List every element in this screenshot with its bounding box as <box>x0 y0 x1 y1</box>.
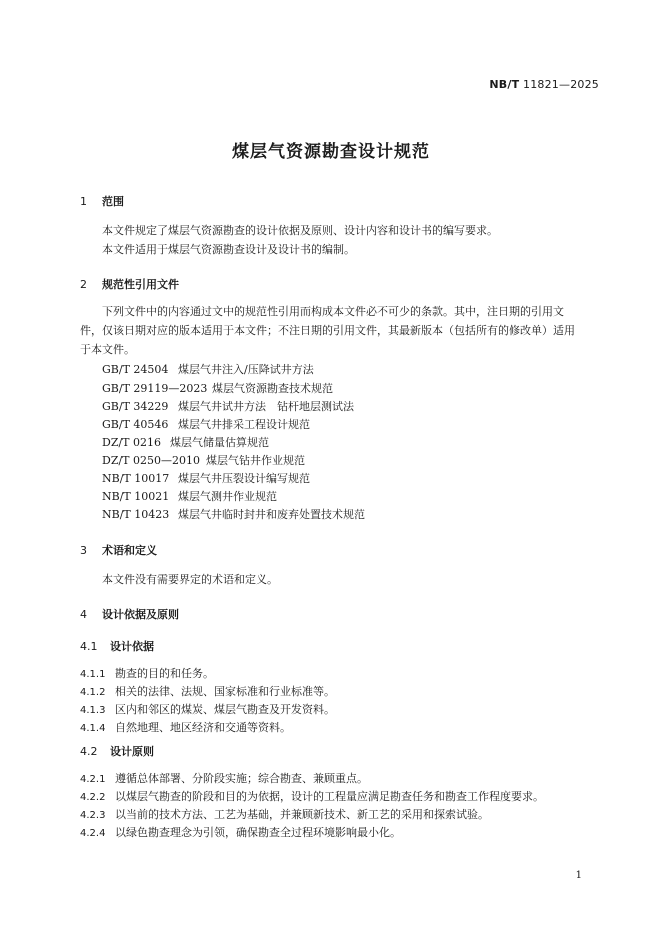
clause-number: 4.1.4 <box>80 723 106 734</box>
section-title: 范围 <box>102 195 124 208</box>
clause-number: 4.1.3 <box>80 705 106 716</box>
clause-text: 遵循总体部署、分阶段实施；综合勘查、兼顾重点。 <box>115 772 368 785</box>
reference-item <box>102 470 310 486</box>
clause-item <box>80 788 544 804</box>
paragraph: 本文件没有需要界定的术语和定义。 <box>102 573 278 586</box>
clause-text: 区内和邻区的煤炭、煤层气勘查及开发资料。 <box>115 703 335 716</box>
clause-number: 4.2.2 <box>80 792 106 803</box>
reference-code: GB/T 24504 <box>102 363 169 376</box>
reference-name: 煤层气钻井作业规范 <box>206 454 305 467</box>
reference-name: 煤层气资源勘查技术规范 <box>212 382 333 395</box>
reference-name: 煤层气储量估算规范 <box>170 436 269 449</box>
subsection-title: 设计依据 <box>110 640 154 653</box>
clause-number: 4.2.3 <box>80 810 106 821</box>
subsection-number: 4.2 <box>80 745 98 758</box>
paragraph: 本文件规定了煤层气资源勘查的设计依据及原则、设计内容和设计书的编写要求。 <box>102 224 498 237</box>
page-number: 1 <box>575 870 582 881</box>
section-4-heading <box>80 606 179 622</box>
paragraph: 下列文件中的内容通过文中的规范性引用而构成本文件必不可少的条款。其中，注日期的引用文件，仅该日期对应的版本适用于本文件；不注日期的引用文件，其最新版本（包括所有的修改单）适用于本文件。 <box>80 305 575 356</box>
clause-item <box>80 806 489 822</box>
reference-item <box>102 380 333 396</box>
reference-code: NB/T 10017 <box>102 472 170 485</box>
standard-code <box>489 78 599 91</box>
clause-item <box>80 719 291 735</box>
subsection-title: 设计原则 <box>110 745 154 758</box>
subsection-4-2-heading <box>80 743 154 759</box>
reference-code: NB/T 10423 <box>102 508 170 521</box>
reference-name: 煤层气测井作业规范 <box>178 490 277 503</box>
reference-name: 煤层气井排采工程设计规范 <box>178 418 310 431</box>
reference-item <box>102 506 365 522</box>
clause-text: 相关的法律、法规、国家标准和行业标准等。 <box>115 685 335 698</box>
reference-item <box>102 434 269 450</box>
reference-item <box>102 416 310 432</box>
section-number: 2 <box>80 278 87 291</box>
reference-name: 煤层气井注入/压降试井方法 <box>178 363 314 376</box>
clause-text: 自然地理、地区经济和交通等资料。 <box>115 721 291 734</box>
clause-text: 以当前的技术方法、工艺为基础，并兼顾新技术、新工艺的采用和探索试验。 <box>115 808 489 821</box>
standard-number: 11821—2025 <box>523 78 599 91</box>
reference-name: 煤层气井临时封井和废弃处置技术规范 <box>178 508 365 521</box>
clause-item <box>80 770 368 786</box>
section-2-heading <box>80 276 179 292</box>
clause-item <box>80 824 401 840</box>
section-number: 4 <box>80 608 87 621</box>
paragraph: 本文件适用于煤层气资源勘查设计及设计书的编制。 <box>102 243 355 256</box>
reference-item <box>102 361 314 377</box>
clause-text: 以绿色勘查理念为引领，确保勘查全过程环境影响最小化。 <box>115 826 401 839</box>
reference-item <box>102 452 305 468</box>
clause-item <box>80 683 335 699</box>
clause-number: 4.1.1 <box>80 669 106 680</box>
clause-text: 以煤层气勘查的阶段和目的为依据，设计的工程量应满足勘查任务和勘查工作程度要求。 <box>115 790 544 803</box>
reference-code: DZ/T 0250—2010 <box>102 454 200 467</box>
section-1-heading <box>80 193 124 209</box>
clause-number: 4.1.2 <box>80 687 106 698</box>
clause-number: 4.2.1 <box>80 774 106 785</box>
subsection-4-1-heading <box>80 638 154 654</box>
clause-item <box>80 665 214 681</box>
clause-item <box>80 701 335 717</box>
clause-text: 勘查的目的和任务。 <box>115 667 214 680</box>
section-number: 3 <box>80 544 87 557</box>
subsection-number: 4.1 <box>80 640 98 653</box>
reference-item <box>102 488 277 504</box>
section-title: 规范性引用文件 <box>102 278 179 291</box>
reference-code: GB/T 34229 <box>102 400 169 413</box>
section-title: 设计依据及原则 <box>102 608 179 621</box>
section-number: 1 <box>80 195 87 208</box>
reference-item <box>102 398 354 414</box>
reference-name: 煤层气井试井方法 钻杆地层测试法 <box>178 400 354 413</box>
reference-code: NB/T 10021 <box>102 490 170 503</box>
section-title: 术语和定义 <box>102 544 157 557</box>
clause-number: 4.2.4 <box>80 828 106 839</box>
reference-name: 煤层气井压裂设计编写规范 <box>178 472 310 485</box>
reference-code: DZ/T 0216 <box>102 436 161 449</box>
document-title: 煤层气资源勘查设计规范 <box>232 142 430 162</box>
reference-code: GB/T 29119—2023 <box>102 382 208 395</box>
section-3-heading <box>80 542 157 558</box>
reference-code: GB/T 40546 <box>102 418 169 431</box>
standard-prefix: NB/T <box>489 78 520 91</box>
